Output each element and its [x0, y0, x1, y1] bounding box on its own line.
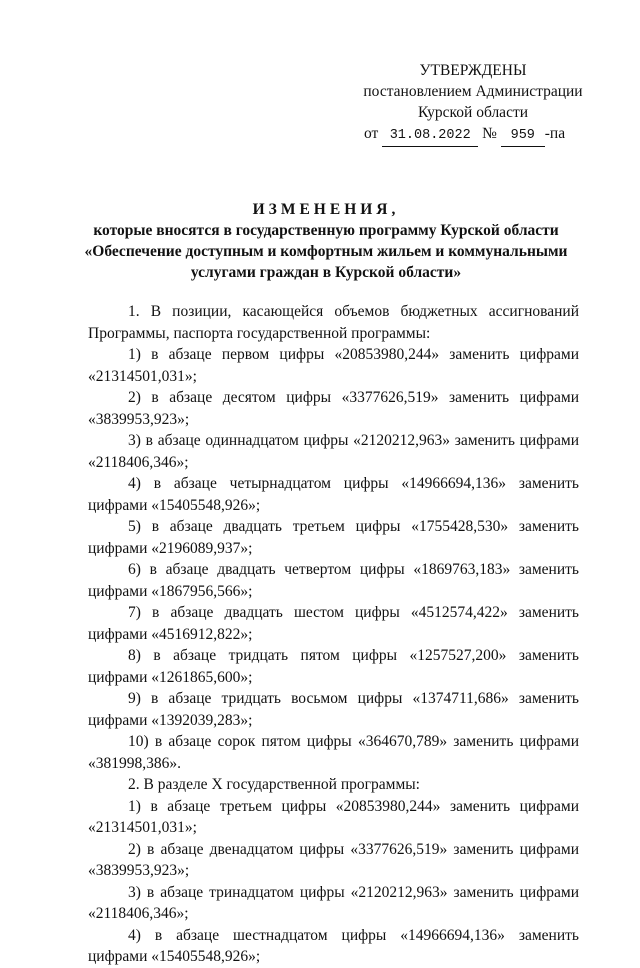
- approval-block: [358, 60, 588, 147]
- date-prefix: от: [364, 125, 379, 142]
- approval-line-2: Курской области: [417, 104, 529, 121]
- document-body: [88, 301, 579, 968]
- paragraph: 6) в абзаце двадцать четвертом цифры «1869763,183» заменить цифрами «1867956,566»;: [88, 561, 579, 600]
- paragraph: 9) в абзаце тридцать восьмом цифры «1374711,686» заменить цифрами «1392039,283»;: [88, 690, 579, 729]
- approval-title: УТВЕРЖДЕНЫ: [419, 62, 527, 79]
- paragraph: 2. В разделе X государственной программы:: [128, 776, 420, 793]
- approval-line-1: постановлением Администрации: [363, 83, 583, 100]
- paragraph: 4) в абзаце шестнадцатом цифры «14966694,136» заменить цифрами «15405548,926»;: [88, 926, 579, 965]
- paragraph: 1. В позиции, касающейся объемов бюджетных ассигнований Программы, паспорта государственной программы:: [88, 303, 579, 342]
- paragraph: 3) в абзаце одиннадцатом цифры «2120212,963» заменить цифрами «2118406,346»;: [88, 432, 579, 471]
- paragraph: 4) в абзаце четырнадцатом цифры «14966694,136» заменить цифрами «15405548,926»;: [88, 475, 579, 514]
- heading-title: ИЗМЕНЕНИЯ,: [252, 201, 400, 218]
- paragraph: 8) в абзаце тридцать пятом цифры «1257527,200» заменить цифрами «1261865,600»;: [88, 647, 579, 686]
- paragraph: 1) в абзаце третьем цифры «20853980,244» заменить цифрами «21314501,031»;: [88, 797, 579, 836]
- approval-date: 31.08.2022: [382, 125, 478, 147]
- number-suffix: -па: [544, 125, 566, 142]
- heading-line-1: которые вносятся в государственную программу Курской области: [93, 222, 559, 239]
- paragraph: 2) в абзаце двенадцатом цифры «3377626,519» заменить цифрами «3839953,923»;: [88, 840, 579, 879]
- document-heading: [60, 199, 592, 283]
- number-sign: №: [482, 125, 497, 142]
- paragraph: 10) в абзаце сорок пятом цифры «364670,789» заменить цифрами «381998,386».: [88, 733, 579, 772]
- paragraph: 3) в абзаце тринадцатом цифры «2120212,963» заменить цифрами «2118406,346»;: [88, 883, 579, 922]
- heading-line-3: услугами граждан в Курской области»: [190, 264, 462, 281]
- paragraph: 7) в абзаце двадцать шестом цифры «4512574,422» заменить цифрами «4516912,822»;: [88, 604, 579, 643]
- paragraph: 5) в абзаце двадцать третьем цифры «1755428,530» заменить цифрами «2196089,937»;: [88, 518, 579, 557]
- paragraph: 1) в абзаце первом цифры «20853980,244» заменить цифрами «21314501,031»;: [88, 346, 579, 385]
- heading-line-2: «Обеспечение доступным и комфортным жильем и коммунальными: [84, 243, 568, 260]
- approval-date-line: [358, 123, 588, 147]
- approval-number: 959: [501, 125, 545, 147]
- paragraph: 2) в абзаце десятом цифры «3377626,519» заменить цифрами «3839953,923»;: [88, 389, 579, 428]
